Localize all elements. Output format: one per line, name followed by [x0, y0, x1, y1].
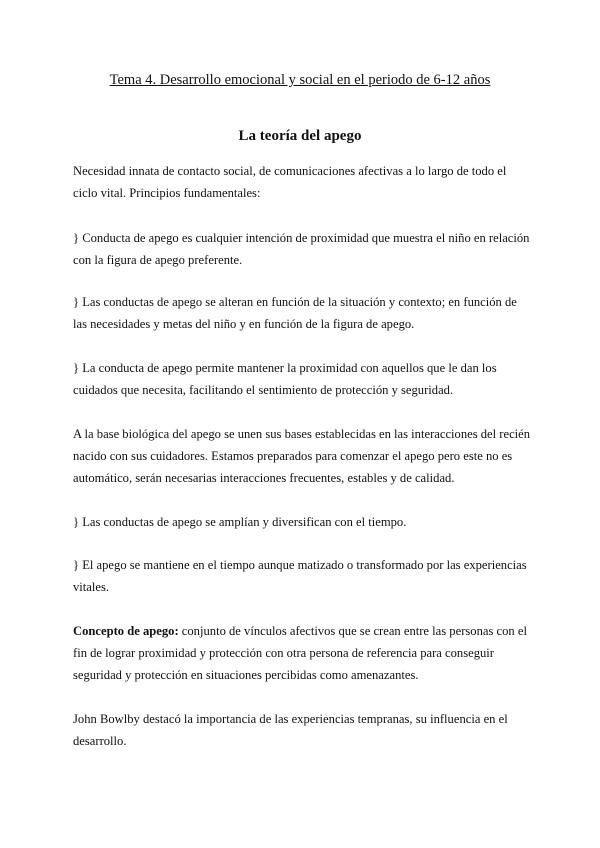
bullet-text: Conducta de apego es cualquier intención de proximidad que muestra el niño en relación con la figura de apego preferente.	[73, 231, 530, 267]
concept-definition: conjunto de vínculos afectivos que se crean entre las personas con el fin de lograr proximidad y protección con otra persona de referencia para conseguir seguridad y protección en situaciones percibidas como amenazantes.	[73, 624, 527, 682]
body-paragraph: A la base biológica del apego se unen sus bases establecidas en las interacciones del recién nacido con sus cuidadores. Estamos preparados para comenzar el apego pero este no es automático, serán necesarias interacciones frecuentes, estables y de calidad.	[73, 427, 531, 485]
bullet-paragraph	[73, 357, 533, 401]
concept-term: Concepto de apego:	[73, 624, 179, 638]
bullet-marker: }	[73, 558, 80, 572]
bullet-text: Las conductas de apego se amplían y diversifican con el tiempo.	[82, 515, 407, 529]
bullet-marker: }	[73, 295, 80, 309]
bullet-paragraph	[73, 291, 533, 335]
bullet-marker: }	[73, 231, 80, 245]
bullet-marker: }	[73, 515, 80, 529]
bullet-marker: }	[73, 361, 80, 375]
section-title: La teoría del apego	[238, 128, 362, 144]
closing-paragraph: John Bowlby destacó la importancia de las experiencias tempranas, su influencia en el desarrollo.	[73, 712, 508, 748]
concept-paragraph	[73, 620, 533, 686]
bullet-text: Las conductas de apego se alteran en función de la situación y contexto; en función de las necesidades y metas del niño y en función de la figura de apego.	[73, 295, 517, 331]
bullet-paragraph	[73, 554, 533, 598]
bullet-paragraph	[73, 511, 533, 533]
bullet-paragraph	[73, 227, 533, 271]
bullet-text: La conducta de apego permite mantener la proximidad con aquellos que le dan los cuidados que necesita, facilitando el sentimiento de protección y seguridad.	[73, 361, 497, 397]
intro-paragraph: Necesidad innata de contacto social, de comunicaciones afectivas a lo largo de todo el ciclo vital. Principios fundamentales:	[73, 164, 507, 200]
bullet-text: El apego se mantiene en el tiempo aunque matizado o transformado por las experiencias vitales.	[73, 558, 527, 594]
document-title: Tema 4. Desarrollo emocional y social en el periodo de 6-12 años	[109, 72, 491, 88]
